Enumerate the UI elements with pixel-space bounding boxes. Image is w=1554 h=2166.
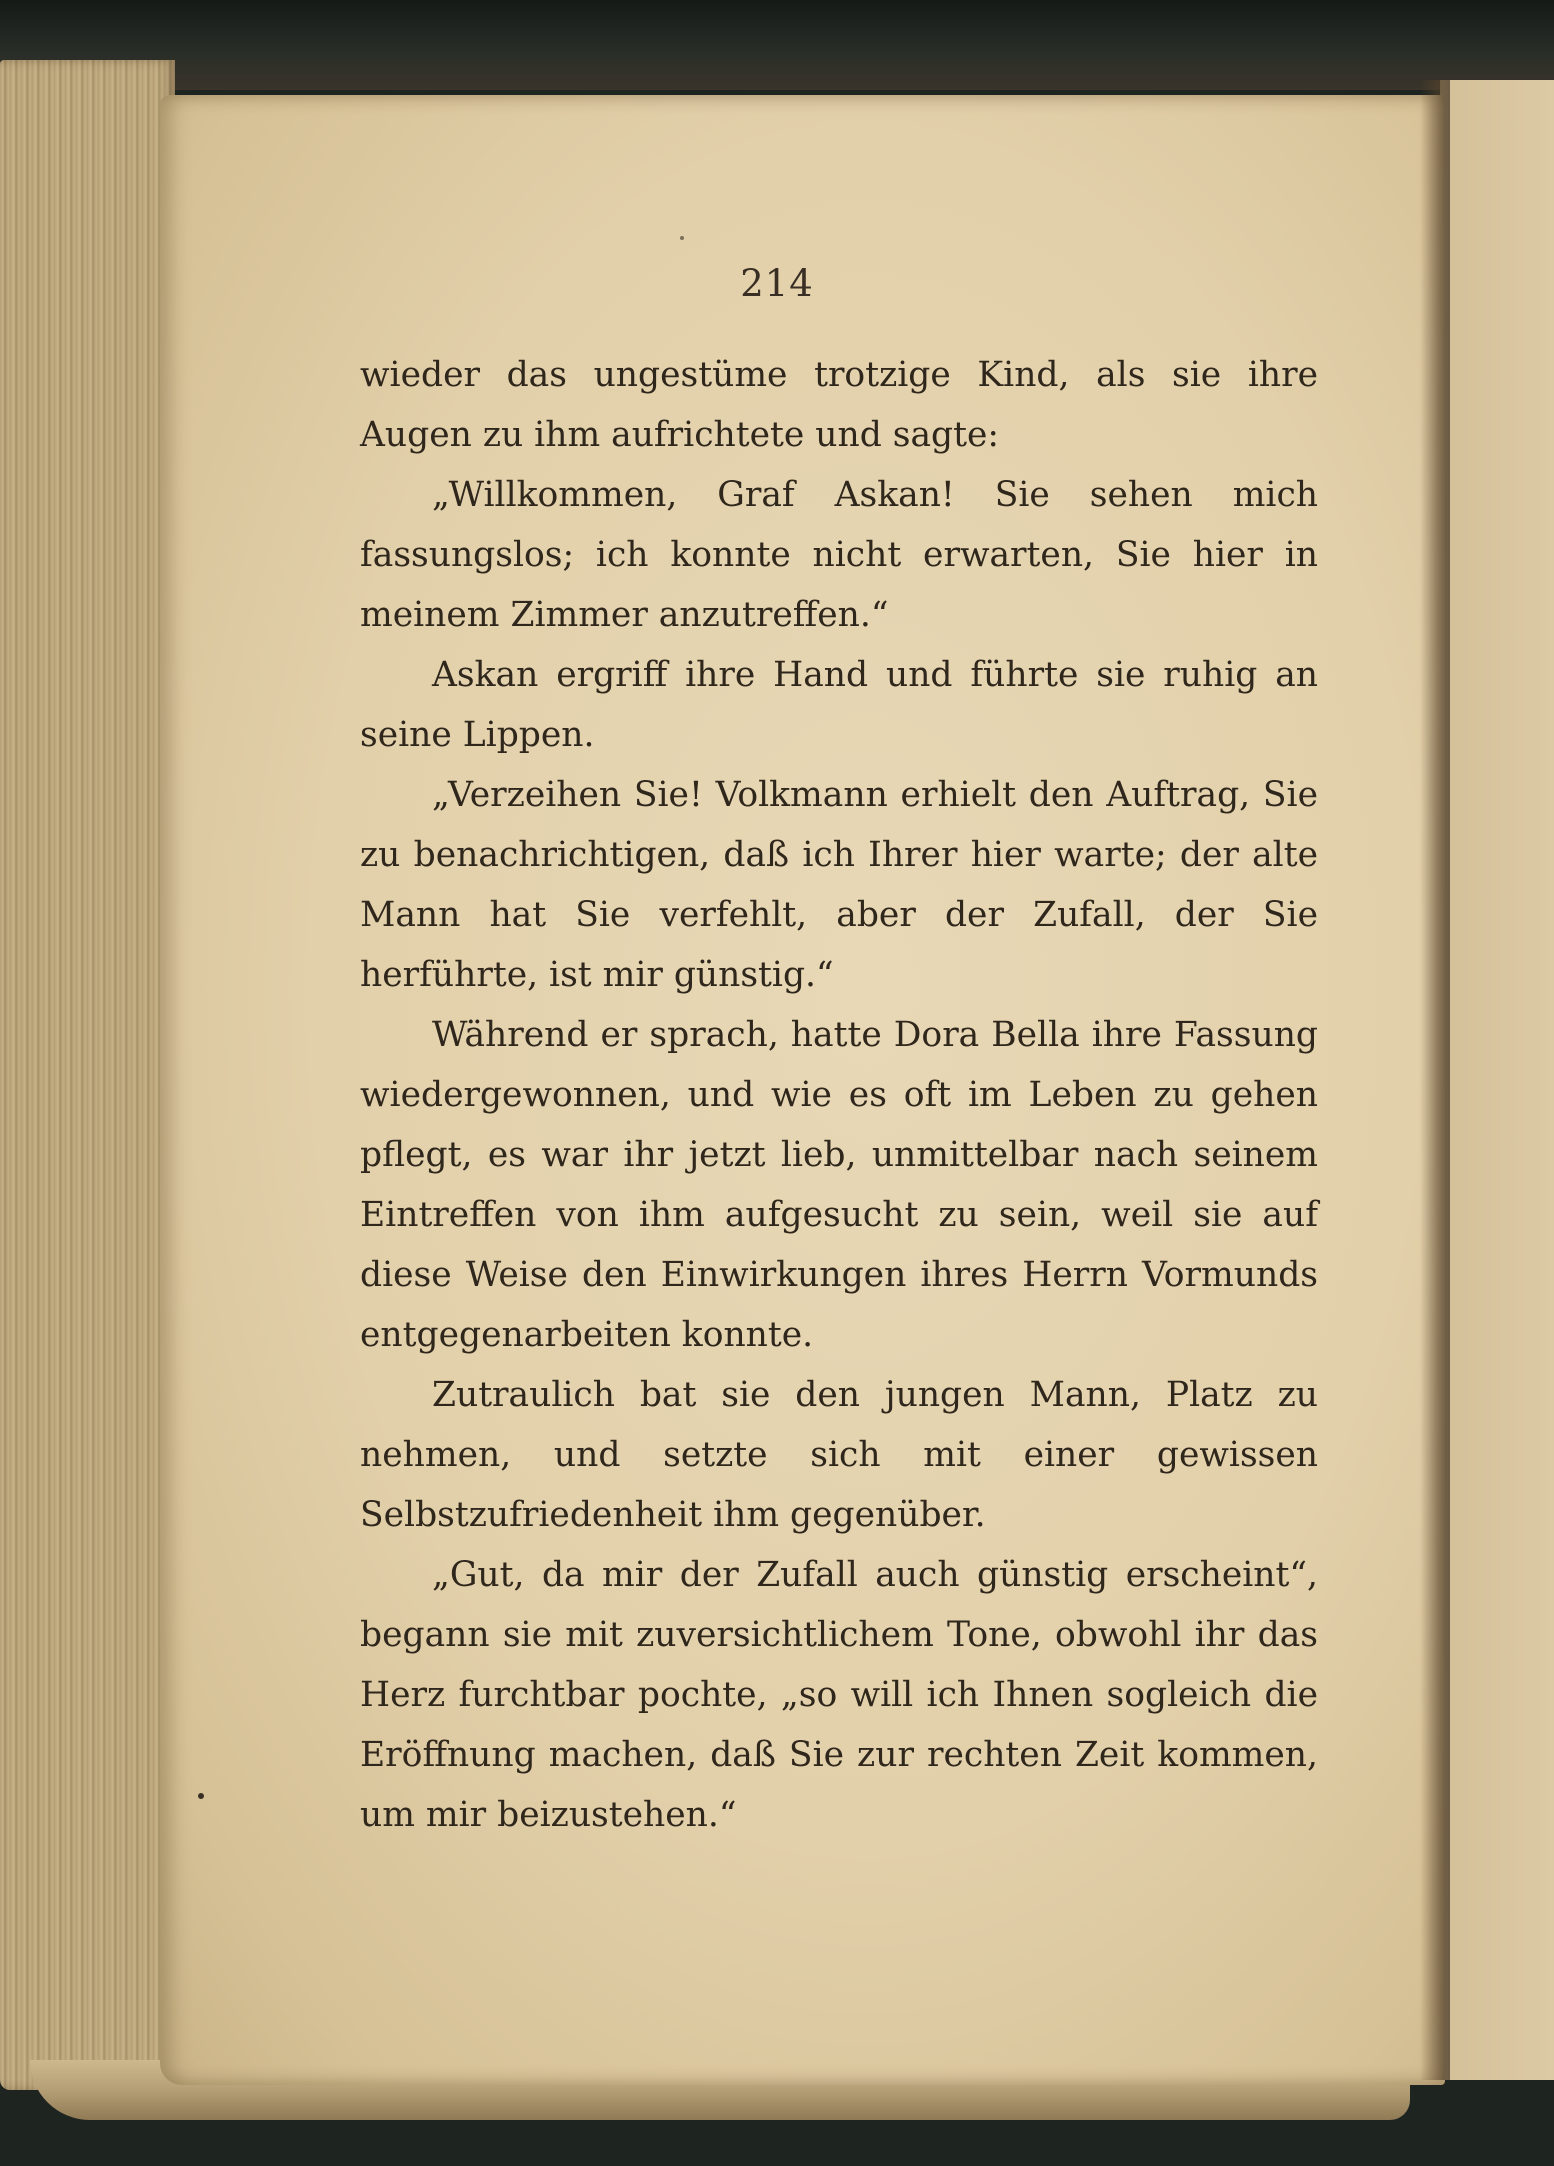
- ink-speck: [198, 1793, 204, 1799]
- paragraph: Während er sprach, hatte Dora Bella ihre Fassung wiedergewonnen, und wie es oft im Leben zu gehen pflegt, es war ihr jetzt lieb, unmittelbar nach seinem Eintreffen von ihm aufgesucht zu sein, weil sie auf diese Weise den Einwirkungen ihres Herrn Vormunds entgegenarbeiten konnte.: [360, 1015, 1318, 1355]
- facing-page: [1440, 80, 1554, 2080]
- ink-speck: [680, 236, 684, 240]
- paragraph: „Gut, da mir der Zufall auch günstig erscheint“, begann sie mit zuversichtlichem Tone, obwohl ihr das Herz furchtbar pochte, „so will ich Ihnen sogleich die Eröffnung machen, daß Sie zur rechten Zeit kommen, um mir beizustehen.“: [360, 1555, 1318, 1835]
- paragraph: „Willkommen, Graf Askan! Sie sehen mich fassungslos; ich konnte nicht erwarten, Sie hier in meinem Zimmer anzutreffen.“: [360, 475, 1318, 635]
- paragraph: Askan ergriff ihre Hand und führte sie ruhig an seine Lippen.: [360, 655, 1318, 755]
- paragraph: „Verzeihen Sie! Volkmann erhielt den Auftrag, Sie zu benachrichtigen, daß ich Ihrer hier warte; der alte Mann hat Sie verfehlt, aber der Zufall, der Sie herführte, ist mir günstig.“: [360, 775, 1318, 995]
- page-edges: [0, 60, 175, 2090]
- page-gutter-shadow: [1420, 80, 1450, 2080]
- book-binding: [0, 0, 1554, 90]
- page-number: 214: [740, 262, 814, 305]
- body-text: [360, 345, 1318, 1845]
- paragraph: Zutraulich bat sie den jungen Mann, Platz zu nehmen, und setzte sich mit einer gewissen Selbstzufriedenheit ihm gegenüber.: [360, 1375, 1318, 1535]
- paragraph: wieder das ungestüme trotzige Kind, als sie ihre Augen zu ihm aufrichtete und sagte:: [360, 355, 1318, 455]
